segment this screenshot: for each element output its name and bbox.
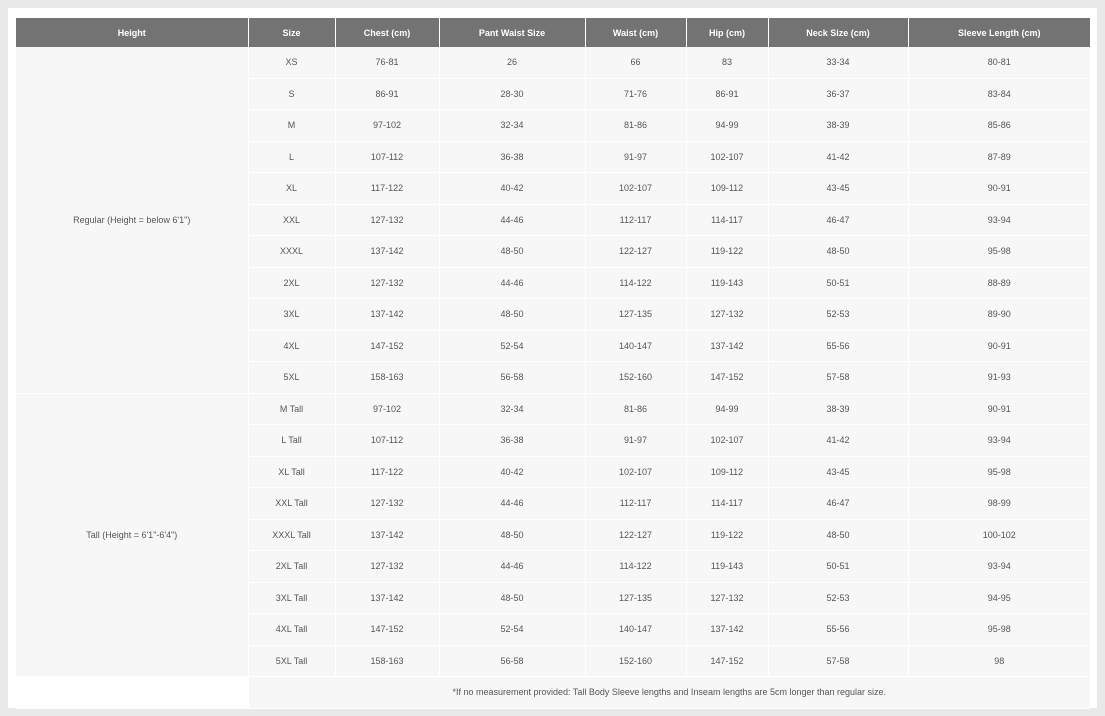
sleeve-cell: 90-91 <box>908 393 1090 425</box>
waist-cell: 152-160 <box>585 645 686 677</box>
size-cell: XL <box>248 173 335 205</box>
neck-cell: 55-56 <box>768 330 908 362</box>
note-row <box>16 677 1090 709</box>
sleeve-cell: 89-90 <box>908 299 1090 331</box>
waist-cell: 102-107 <box>585 173 686 205</box>
chest-cell: 76-81 <box>335 47 439 78</box>
sleeve-cell: 88-89 <box>908 267 1090 299</box>
hip-cell: 147-152 <box>686 362 768 394</box>
sleeve-cell: 90-91 <box>908 173 1090 205</box>
size-cell: 5XL Tall <box>248 645 335 677</box>
waist-cell: 91-97 <box>585 425 686 457</box>
size-cell: L Tall <box>248 425 335 457</box>
chest-cell: 127-132 <box>335 204 439 236</box>
pant-waist-cell: 48-50 <box>439 236 585 268</box>
pant-waist-cell: 40-42 <box>439 173 585 205</box>
size-cell: 4XL <box>248 330 335 362</box>
hip-cell: 137-142 <box>686 614 768 646</box>
sleeve-cell: 95-98 <box>908 614 1090 646</box>
waist-cell: 127-135 <box>585 582 686 614</box>
size-cell: 3XL <box>248 299 335 331</box>
height-group-label: Regular (Height = below 6'1") <box>16 47 248 393</box>
waist-cell: 102-107 <box>585 456 686 488</box>
chest-cell: 86-91 <box>335 78 439 110</box>
size-cell: 2XL Tall <box>248 551 335 583</box>
waist-cell: 114-122 <box>585 267 686 299</box>
note-spacer-cell <box>16 677 248 709</box>
size-cell: XL Tall <box>248 456 335 488</box>
footnote: *If no measurement provided: Tall Body Sleeve lengths and Inseam lengths are 5cm longer than regular size. <box>248 677 1090 709</box>
pant-waist-cell: 44-46 <box>439 204 585 236</box>
pant-waist-cell: 32-34 <box>439 393 585 425</box>
size-cell: 3XL Tall <box>248 582 335 614</box>
table-body <box>16 47 1090 708</box>
neck-cell: 38-39 <box>768 110 908 142</box>
sleeve-cell: 95-98 <box>908 456 1090 488</box>
size-cell: XXXL <box>248 236 335 268</box>
neck-cell: 46-47 <box>768 488 908 520</box>
table-row <box>16 47 1090 78</box>
size-chart-table <box>16 18 1090 709</box>
hip-cell: 114-117 <box>686 204 768 236</box>
neck-cell: 41-42 <box>768 425 908 457</box>
sleeve-cell: 85-86 <box>908 110 1090 142</box>
chest-cell: 117-122 <box>335 456 439 488</box>
size-cell: M <box>248 110 335 142</box>
column-header-pant-waist: Pant Waist Size <box>439 18 585 47</box>
neck-cell: 38-39 <box>768 393 908 425</box>
hip-cell: 119-143 <box>686 551 768 583</box>
chest-cell: 158-163 <box>335 362 439 394</box>
pant-waist-cell: 32-34 <box>439 110 585 142</box>
waist-cell: 114-122 <box>585 551 686 583</box>
neck-cell: 55-56 <box>768 614 908 646</box>
hip-cell: 102-107 <box>686 141 768 173</box>
neck-cell: 57-58 <box>768 362 908 394</box>
column-header-neck: Neck Size (cm) <box>768 18 908 47</box>
column-header-size: Size <box>248 18 335 47</box>
pant-waist-cell: 44-46 <box>439 551 585 583</box>
sleeve-cell: 93-94 <box>908 425 1090 457</box>
chest-cell: 127-132 <box>335 551 439 583</box>
waist-cell: 112-117 <box>585 488 686 520</box>
chest-cell: 107-112 <box>335 141 439 173</box>
sleeve-cell: 87-89 <box>908 141 1090 173</box>
pant-waist-cell: 48-50 <box>439 519 585 551</box>
waist-cell: 122-127 <box>585 519 686 551</box>
size-cell: XXL Tall <box>248 488 335 520</box>
chest-cell: 147-152 <box>335 330 439 362</box>
pant-waist-cell: 56-58 <box>439 362 585 394</box>
hip-cell: 127-132 <box>686 299 768 331</box>
hip-cell: 114-117 <box>686 488 768 520</box>
chest-cell: 97-102 <box>335 393 439 425</box>
size-chart-frame <box>8 8 1097 708</box>
sleeve-cell: 94-95 <box>908 582 1090 614</box>
size-cell: XXL <box>248 204 335 236</box>
chest-cell: 97-102 <box>335 110 439 142</box>
pant-waist-cell: 44-46 <box>439 267 585 299</box>
neck-cell: 46-47 <box>768 204 908 236</box>
size-cell: M Tall <box>248 393 335 425</box>
hip-cell: 119-143 <box>686 267 768 299</box>
waist-cell: 140-147 <box>585 614 686 646</box>
waist-cell: 127-135 <box>585 299 686 331</box>
column-header-waist: Waist (cm) <box>585 18 686 47</box>
hip-cell: 137-142 <box>686 330 768 362</box>
neck-cell: 43-45 <box>768 456 908 488</box>
pant-waist-cell: 44-46 <box>439 488 585 520</box>
chest-cell: 117-122 <box>335 173 439 205</box>
hip-cell: 147-152 <box>686 645 768 677</box>
neck-cell: 52-53 <box>768 582 908 614</box>
height-group-label: Tall (Height = 6'1"-6'4") <box>16 393 248 677</box>
hip-cell: 86-91 <box>686 78 768 110</box>
neck-cell: 50-51 <box>768 551 908 583</box>
chest-cell: 137-142 <box>335 582 439 614</box>
sleeve-cell: 80-81 <box>908 47 1090 78</box>
sleeve-cell: 98-99 <box>908 488 1090 520</box>
waist-cell: 71-76 <box>585 78 686 110</box>
hip-cell: 119-122 <box>686 236 768 268</box>
hip-cell: 127-132 <box>686 582 768 614</box>
pant-waist-cell: 36-38 <box>439 141 585 173</box>
size-cell: S <box>248 78 335 110</box>
size-cell: 5XL <box>248 362 335 394</box>
size-cell: 4XL Tall <box>248 614 335 646</box>
waist-cell: 152-160 <box>585 362 686 394</box>
column-header-height: Height <box>16 18 248 47</box>
chest-cell: 137-142 <box>335 519 439 551</box>
sleeve-cell: 91-93 <box>908 362 1090 394</box>
hip-cell: 109-112 <box>686 173 768 205</box>
neck-cell: 50-51 <box>768 267 908 299</box>
pant-waist-cell: 48-50 <box>439 582 585 614</box>
waist-cell: 81-86 <box>585 393 686 425</box>
chest-cell: 147-152 <box>335 614 439 646</box>
waist-cell: 81-86 <box>585 110 686 142</box>
neck-cell: 52-53 <box>768 299 908 331</box>
neck-cell: 41-42 <box>768 141 908 173</box>
pant-waist-cell: 52-54 <box>439 330 585 362</box>
pant-waist-cell: 36-38 <box>439 425 585 457</box>
column-header-chest: Chest (cm) <box>335 18 439 47</box>
chest-cell: 107-112 <box>335 425 439 457</box>
hip-cell: 119-122 <box>686 519 768 551</box>
column-header-hip: Hip (cm) <box>686 18 768 47</box>
chest-cell: 137-142 <box>335 299 439 331</box>
pant-waist-cell: 26 <box>439 47 585 78</box>
sleeve-cell: 90-91 <box>908 330 1090 362</box>
sleeve-cell: 93-94 <box>908 204 1090 236</box>
size-cell: L <box>248 141 335 173</box>
hip-cell: 83 <box>686 47 768 78</box>
column-header-sleeve: Sleeve Length (cm) <box>908 18 1090 47</box>
hip-cell: 94-99 <box>686 110 768 142</box>
neck-cell: 57-58 <box>768 645 908 677</box>
sleeve-cell: 83-84 <box>908 78 1090 110</box>
waist-cell: 91-97 <box>585 141 686 173</box>
pant-waist-cell: 52-54 <box>439 614 585 646</box>
chest-cell: 158-163 <box>335 645 439 677</box>
waist-cell: 112-117 <box>585 204 686 236</box>
waist-cell: 140-147 <box>585 330 686 362</box>
hip-cell: 102-107 <box>686 425 768 457</box>
waist-cell: 66 <box>585 47 686 78</box>
neck-cell: 48-50 <box>768 236 908 268</box>
hip-cell: 94-99 <box>686 393 768 425</box>
pant-waist-cell: 40-42 <box>439 456 585 488</box>
size-cell: XXXL Tall <box>248 519 335 551</box>
pant-waist-cell: 48-50 <box>439 299 585 331</box>
pant-waist-cell: 56-58 <box>439 645 585 677</box>
waist-cell: 122-127 <box>585 236 686 268</box>
size-cell: 2XL <box>248 267 335 299</box>
table-row <box>16 393 1090 425</box>
sleeve-cell: 95-98 <box>908 236 1090 268</box>
sleeve-cell: 100-102 <box>908 519 1090 551</box>
chest-cell: 137-142 <box>335 236 439 268</box>
neck-cell: 36-37 <box>768 78 908 110</box>
hip-cell: 109-112 <box>686 456 768 488</box>
neck-cell: 48-50 <box>768 519 908 551</box>
size-cell: XS <box>248 47 335 78</box>
sleeve-cell: 98 <box>908 645 1090 677</box>
chest-cell: 127-132 <box>335 267 439 299</box>
neck-cell: 33-34 <box>768 47 908 78</box>
pant-waist-cell: 28-30 <box>439 78 585 110</box>
neck-cell: 43-45 <box>768 173 908 205</box>
sleeve-cell: 93-94 <box>908 551 1090 583</box>
chest-cell: 127-132 <box>335 488 439 520</box>
header-row <box>16 18 1090 47</box>
